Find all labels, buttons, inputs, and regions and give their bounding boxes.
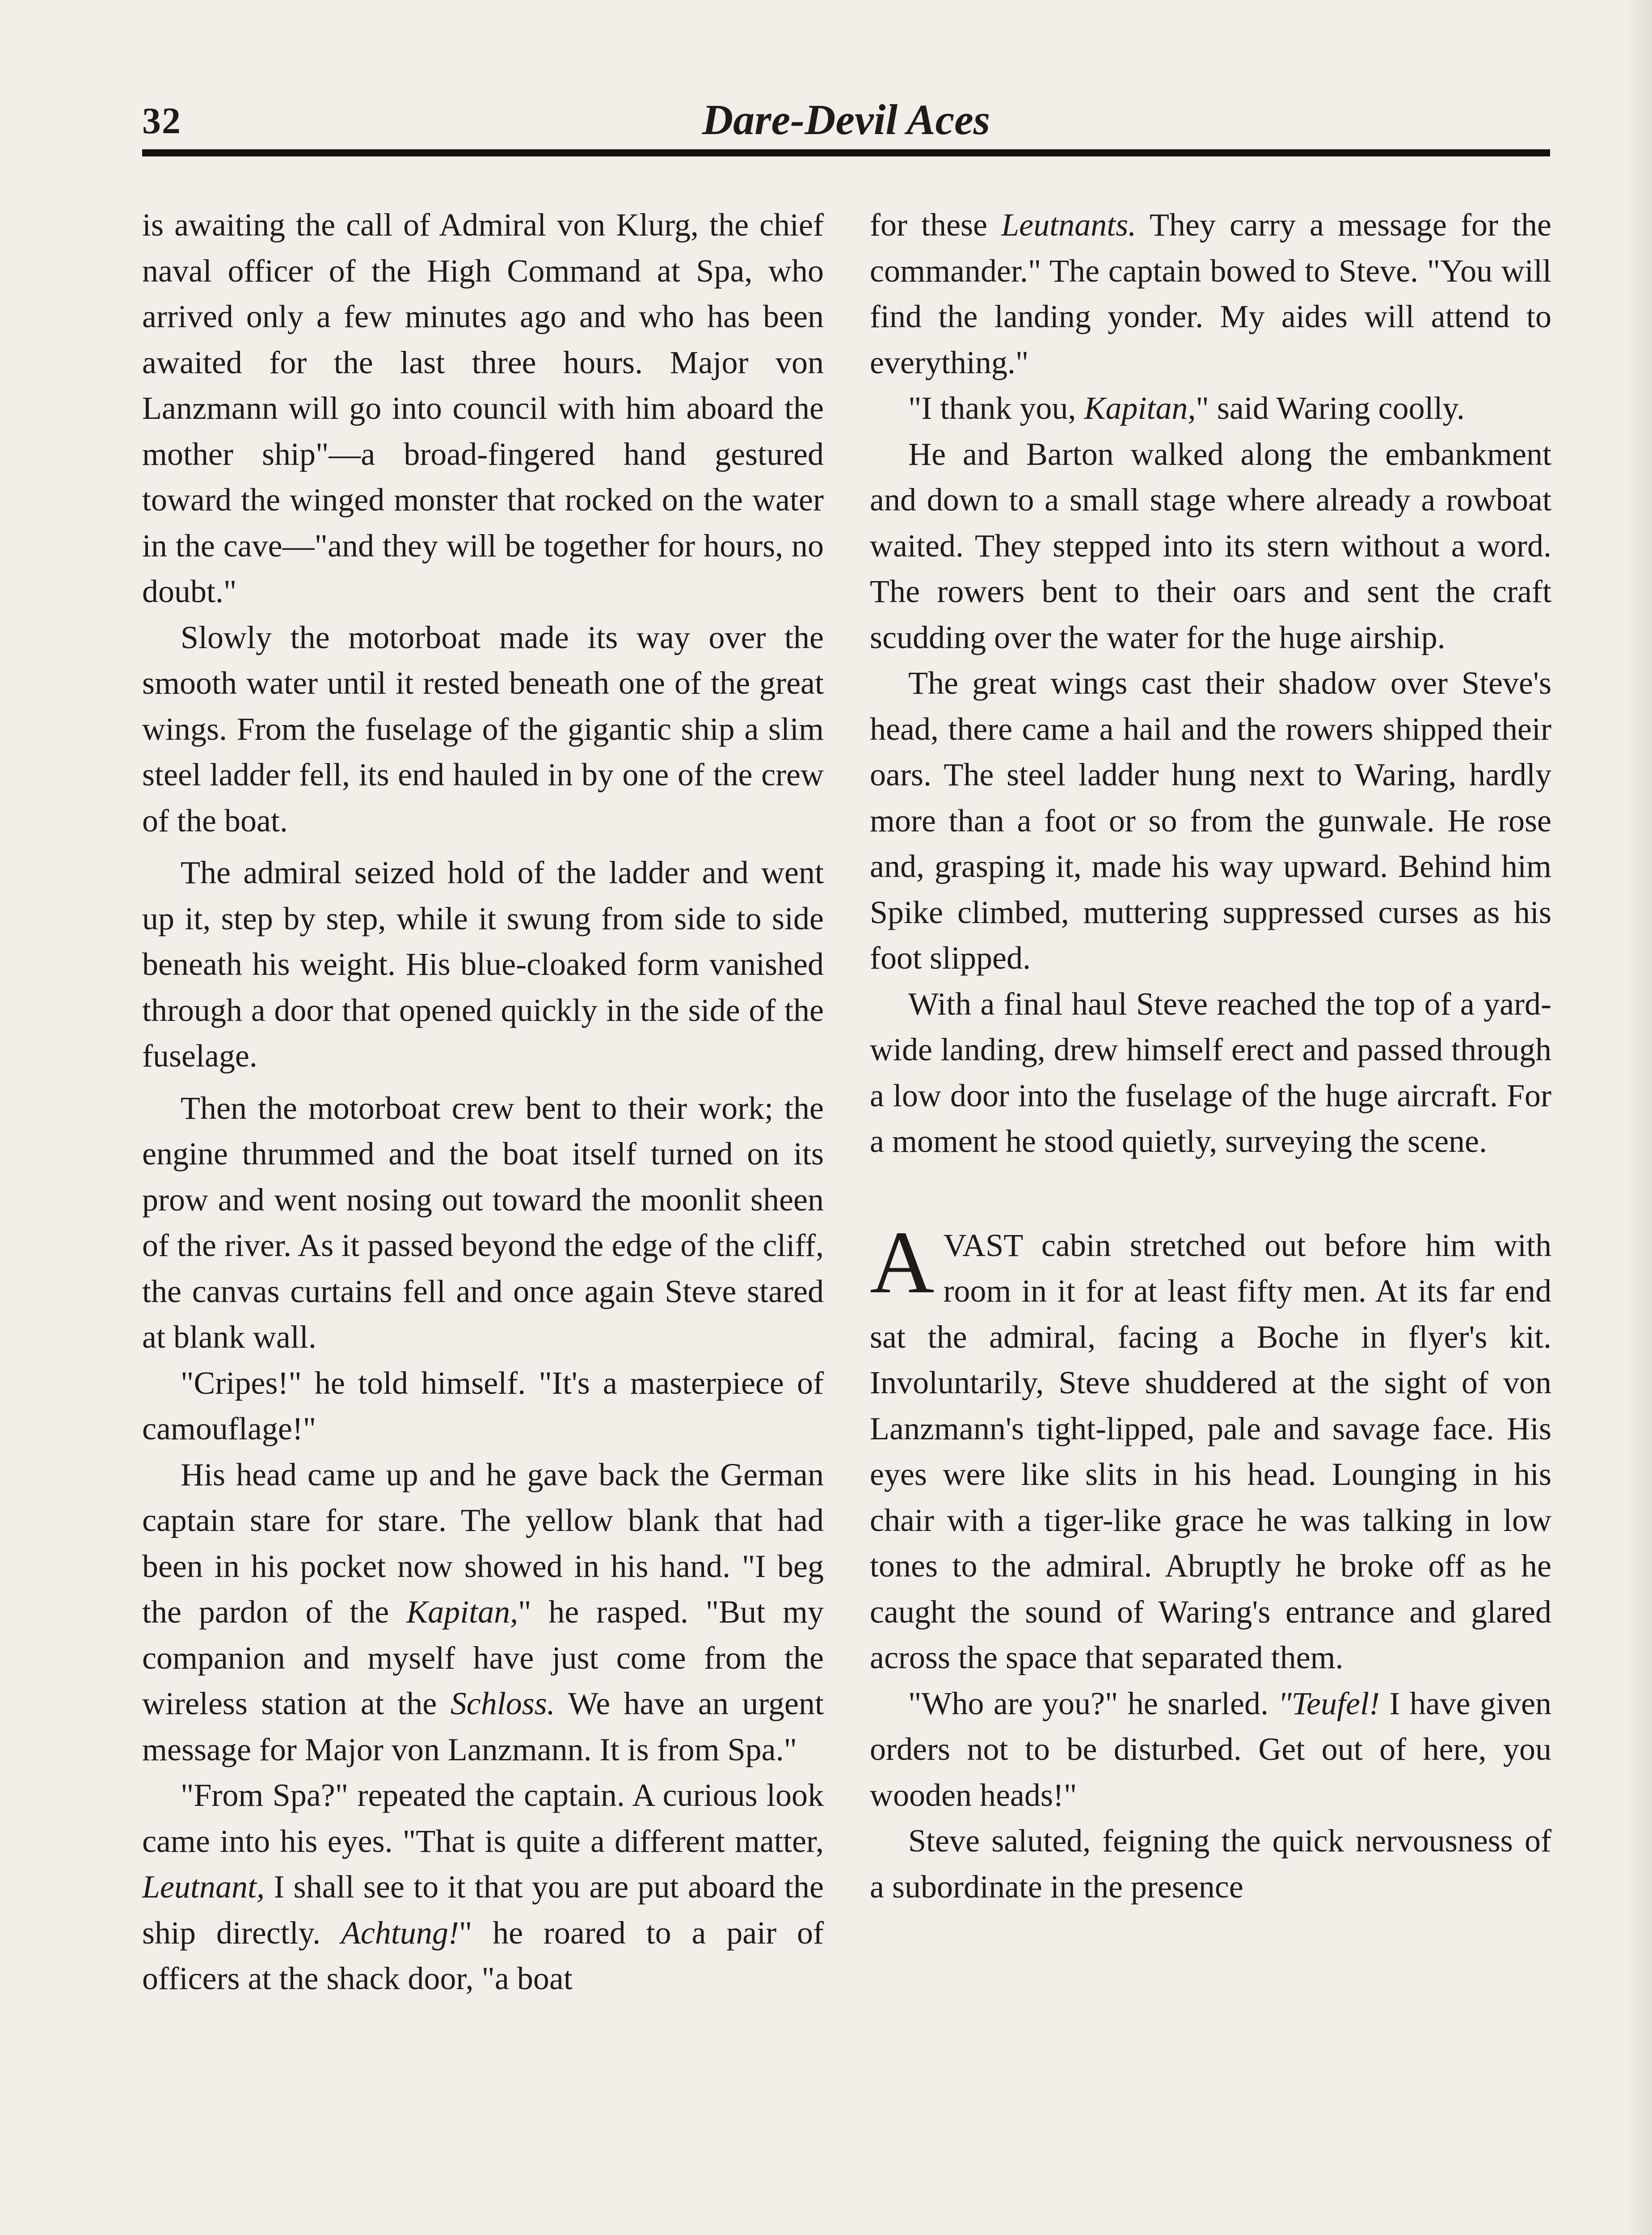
paragraph: [870, 385, 1551, 431]
page-header: [142, 95, 1550, 153]
text-run: The great wings cast their shadow over Steve's head, there came a hail and the rowers shipped their oars. The steel ladder hung next to Waring, hardly more than a foot or so from the gunwale. He rose and, grasping it, made his way upward. Behind him Spike climbed, muttering suppressed curses as his foot slipped.: [870, 665, 1551, 976]
text-run: VAST cabin stretched out before him with room in it for at least fifty men. At its far end sat the admiral, facing a Boche in flyer's kit. Involuntarily, Steve shuddered at the sight of von Lanzmann's tight-lipped, pale and savage face. His eyes were like slits in his head. Lounging in his chair with a tiger-like grace he was talking in low tones to the admiral. Abruptly he broke off as he caught the sound of Waring's entrance and glared across the space that separated them.: [870, 1227, 1551, 1675]
paragraph: [142, 1085, 824, 1360]
paragraph: [142, 1452, 824, 1773]
text-run: is awaiting the call of Admiral von Klurg, the chief naval officer of the High Command at Spa, who arrived only a few minutes ago and who has been awaited for the last three hours. Major von Lanzmann will go into council with him aboard the mother ship"—a broad-fingered hand gestured toward the winged monster that rocked on the water in the cave—"and they will be together for hours, no doubt.": [142, 207, 824, 609]
paragraph: [142, 202, 824, 615]
running-title: Dare-Devil Aces: [702, 96, 990, 143]
text-run: I have given orders not to be disturbed. Get out of here, you wooden heads!": [870, 1685, 1551, 1813]
text-run: for these: [870, 207, 1002, 243]
text-run: He and Barton walked along the embankment and down to a small stage where already a rowboat waited. They stepped into its stern without a word. The rowers bent to their oars and sent the craft scudding over the water for the huge airship.: [870, 436, 1551, 655]
italic-text: Leutnant,: [142, 1869, 265, 1905]
paragraph: [870, 1818, 1551, 1910]
page-spine-shadow: [1625, 0, 1652, 2235]
text-run: They carry a message for the commander." The captain bowed to Steve. "You will find the landing yonder. My aides will attend to everything.": [870, 207, 1551, 380]
text-run: "I thank you,: [908, 390, 1084, 426]
text-run: The admiral seized hold of the ladder and went up it, step by step, while it swung from side to side beneath his weight. His blue-cloaked form vanished through a door that opened quickly in the side of the fuselage.: [142, 855, 824, 1074]
text-run: I shall see to it that you are put aboard the ship directly.: [142, 1869, 824, 1951]
paragraph: [142, 1772, 824, 2002]
paragraph: [870, 431, 1551, 661]
text-run: " he rasped. "But my companion and myself have just come from the wireless station at the: [142, 1594, 824, 1721]
header-rule: [142, 149, 1550, 156]
right-column: [870, 202, 1551, 1910]
paragraph: [870, 202, 1551, 385]
text-run: With a final haul Steve reached the top of a yard-wide landing, drew himself erect and passed through a low door into the fuselage of the huge aircraft. For a moment he stood quietly, surveying the scene.: [870, 986, 1551, 1159]
paragraph: [870, 1213, 1551, 1681]
italic-text: Schloss.: [450, 1686, 555, 1721]
text-run: His head came up and he gave back the German captain stare for stare. The yellow blank that had been in his pocket now showed in his hand. "I beg the pardon of the: [142, 1456, 824, 1630]
paragraph: [870, 1681, 1551, 1818]
text-run: " said Waring coolly.: [1196, 390, 1465, 426]
italic-text: Achtung!: [341, 1915, 459, 1951]
paragraph: [142, 850, 824, 1079]
text-run: "Cripes!" he told himself. "It's a masterpiece of camouflage!": [142, 1365, 824, 1446]
paragraph: [142, 1360, 824, 1452]
page-number: 32: [142, 100, 181, 142]
text-run: Then the motorboat crew bent to their work; the engine thrummed and the boat itself turned on its prow and went nosing out toward the moonlit sheen of the river. As it passed beyond the edge of the cliff, the canvas curtains fell and once again Steve stared at blank wall.: [142, 1090, 824, 1355]
italic-text: Kapitan,: [406, 1594, 518, 1630]
left-column: [142, 202, 824, 2002]
paragraph: [142, 615, 824, 844]
paragraph: [870, 660, 1551, 981]
italic-text: Kapitan,: [1084, 390, 1196, 426]
italic-text: "Teufel!: [1278, 1685, 1380, 1721]
paragraph: [870, 981, 1551, 1164]
italic-text: Leutnants.: [1001, 207, 1137, 243]
text-run: " he roared to a pair of officers at the shack door, "a boat: [142, 1915, 824, 1996]
text-run: We have an urgent message for Major von Lanzmann. It is from Spa.": [142, 1686, 824, 1767]
drop-cap: A: [870, 1213, 935, 1312]
text-run: Steve saluted, feigning the quick nervousness of a subordinate in the presence: [870, 1823, 1551, 1905]
text-run: "From Spa?" repeated the captain. A curious look came into his eyes. "That is quite a different matter,: [142, 1777, 824, 1859]
text-run: "Who are you?" he snarled.: [908, 1685, 1278, 1721]
text-run: Slowly the motorboat made its way over the smooth water until it rested beneath one of the great wings. From the fuselage of the gigantic ship a slim steel ladder fell, its end hauled in by one of the crew of the boat.: [142, 619, 824, 839]
